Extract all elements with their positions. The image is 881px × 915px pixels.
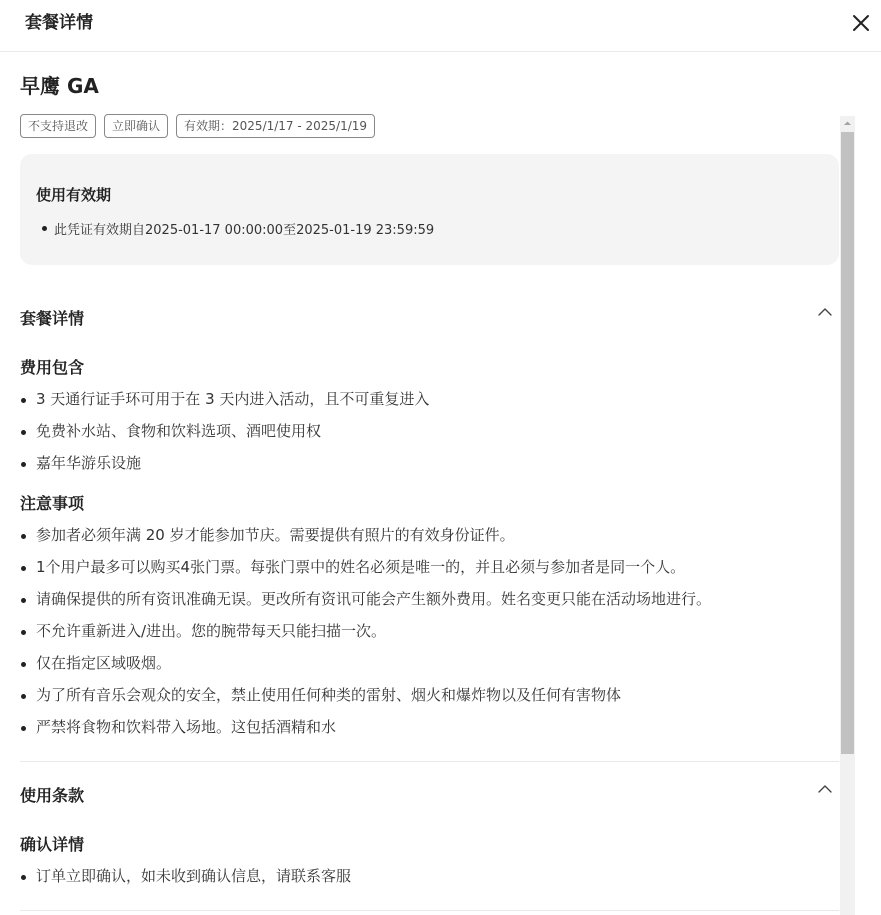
section-divider: [20, 910, 839, 911]
details-scroll-area[interactable]: [0, 108, 881, 915]
confirm-list: [20, 862, 839, 894]
notes-list: [20, 521, 839, 745]
list-item: 订单立即确认，如未收到确认信息，请联系客服: [20, 862, 839, 894]
chevron-up-icon[interactable]: [817, 781, 833, 797]
list-item: 不允许重新进入/进出。您的腕带每天只能扫描一次。: [20, 617, 839, 649]
package-details-section: [20, 302, 839, 736]
subsection-title-confirm: 确认详情: [20, 835, 85, 854]
close-button[interactable]: [850, 12, 872, 34]
tag-no-refund: 不支持退改: [20, 114, 96, 138]
list-item: 免费补水站、食物和饮料选项、酒吧使用权: [20, 417, 839, 449]
subsection-title-included: 费用包含: [20, 358, 85, 377]
modal-title: 套餐详情: [25, 13, 93, 33]
list-item: 3 天通行证手环可用于在 3 天内进入活动，且不可重复进入: [20, 385, 839, 417]
vertical-scrollbar[interactable]: [840, 116, 855, 915]
modal-header: [0, 0, 881, 52]
validity-item: 此凭证有效期自2025-01-17 00:00:00至2025-01-19 23:59:59: [42, 219, 434, 238]
tag-row: [20, 114, 375, 138]
validity-title: 使用有效期: [36, 186, 112, 204]
list-item: 严禁将食物和饮料带入场地。这包括酒精和水: [20, 713, 839, 745]
terms-section: [20, 779, 839, 885]
tag-instant-confirm: 立即确认: [104, 114, 168, 138]
product-title: 早鹰 GA: [20, 74, 99, 98]
list-item: 参加者必须年满 20 岁才能参加节庆。需要提供有照片的有效身份证件。: [20, 521, 839, 553]
list-item: 为了所有音乐会观众的安全，禁止使用任何种类的雷射、烟火和爆炸物以及任何有害物体: [20, 681, 839, 713]
section-title-package-details: 套餐详情: [20, 309, 85, 328]
scrollbar-thumb[interactable]: [841, 132, 854, 754]
included-list: [20, 385, 839, 481]
section-title-terms: 使用条款: [20, 786, 85, 805]
section-divider: [20, 761, 839, 762]
validity-panel: [20, 154, 839, 265]
list-item: 请确保提供的所有资讯准确无误。更改所有资讯可能会产生额外费用。姓名变更只能在活动场地进行。: [20, 585, 839, 617]
chevron-up-icon[interactable]: [817, 304, 833, 320]
scroll-up-arrow-icon[interactable]: [840, 116, 855, 131]
subsection-title-notes: 注意事项: [20, 494, 85, 513]
tag-validity-period: 有效期：2025/1/17 - 2025/1/19: [176, 114, 375, 138]
list-item: 嘉年华游乐设施: [20, 449, 839, 481]
package-details-header[interactable]: [20, 302, 839, 332]
close-icon: [850, 12, 872, 34]
list-item: 1个用户最多可以购买4张门票。每张门票中的姓名必须是唯一的，并且必须与参加者是同一个人。: [20, 553, 839, 585]
terms-header[interactable]: [20, 779, 839, 809]
list-item: 仅在指定区域吸烟。: [20, 649, 839, 681]
